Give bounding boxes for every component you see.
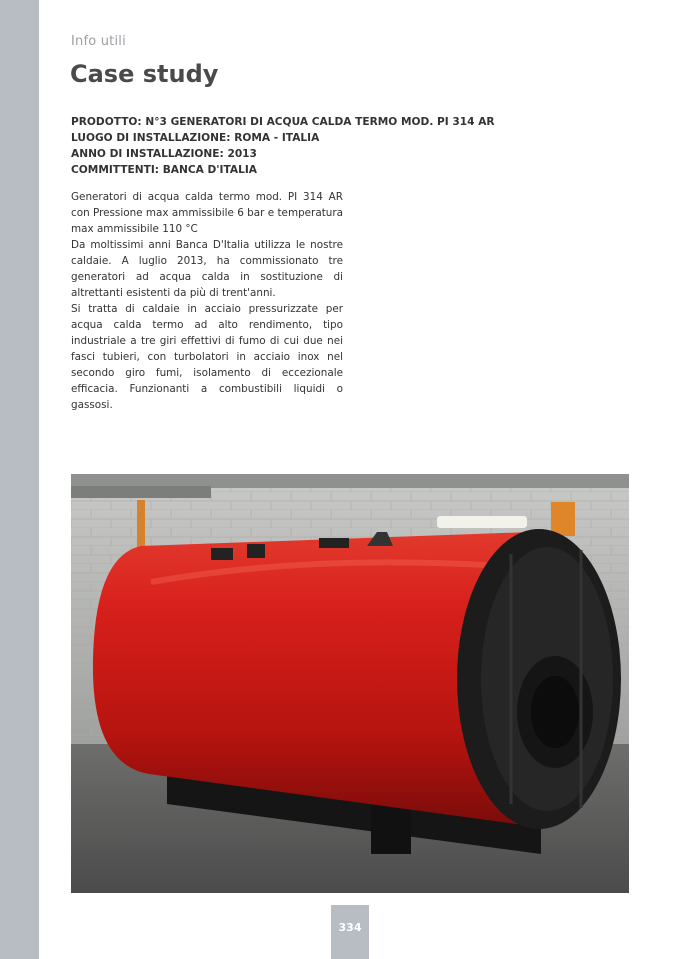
- body-paragraph: Si tratta di caldaie in acciaio pressurizzate per acqua calda termo ad alto rendimento, tipo industriale a tre giri effettivi di fumo di cui due nei fasci tubieri, con turbolatori in acciaio inox nel secondo giro fumi, isolamento di eccezionale efficacia. Funzionanti a combustibili liquidi o gassosi.: [71, 303, 343, 411]
- meta-year: ANNO DI INSTALLAZIONE: 2013: [71, 148, 257, 160]
- page-number-box: [331, 905, 369, 959]
- meta-product: PRODOTTO: N°3 GENERATORI DI ACQUA CALDA TERMO MOD. PI 314 AR: [71, 116, 495, 128]
- boiler-illustration: [71, 474, 629, 893]
- meta-client: COMMITTENTI: BANCA D'ITALIA: [71, 164, 257, 176]
- boiler-photo: [71, 474, 629, 893]
- page-number: 334: [338, 921, 362, 934]
- section-label: Info utili: [71, 34, 126, 49]
- body-paragraph: Da moltissimi anni Banca D'Italia utilizza le nostre caldaie. A luglio 2013, ha commissionato tre generatori ad acqua calda in sostituzione di altrettanti esistenti da più di trent'anni.: [71, 239, 343, 299]
- project-meta: [71, 114, 495, 178]
- meta-location: LUOGO DI INSTALLAZIONE: ROMA - ITALIA: [71, 132, 320, 144]
- body-text: [71, 189, 343, 413]
- page-title: Case study: [70, 60, 219, 88]
- body-paragraph: Generatori di acqua calda termo mod. PI 314 AR con Pressione max ammissibile 6 bar e temperatura max ammissibile 110 °C: [71, 191, 343, 235]
- left-sidebar-band: [0, 0, 39, 959]
